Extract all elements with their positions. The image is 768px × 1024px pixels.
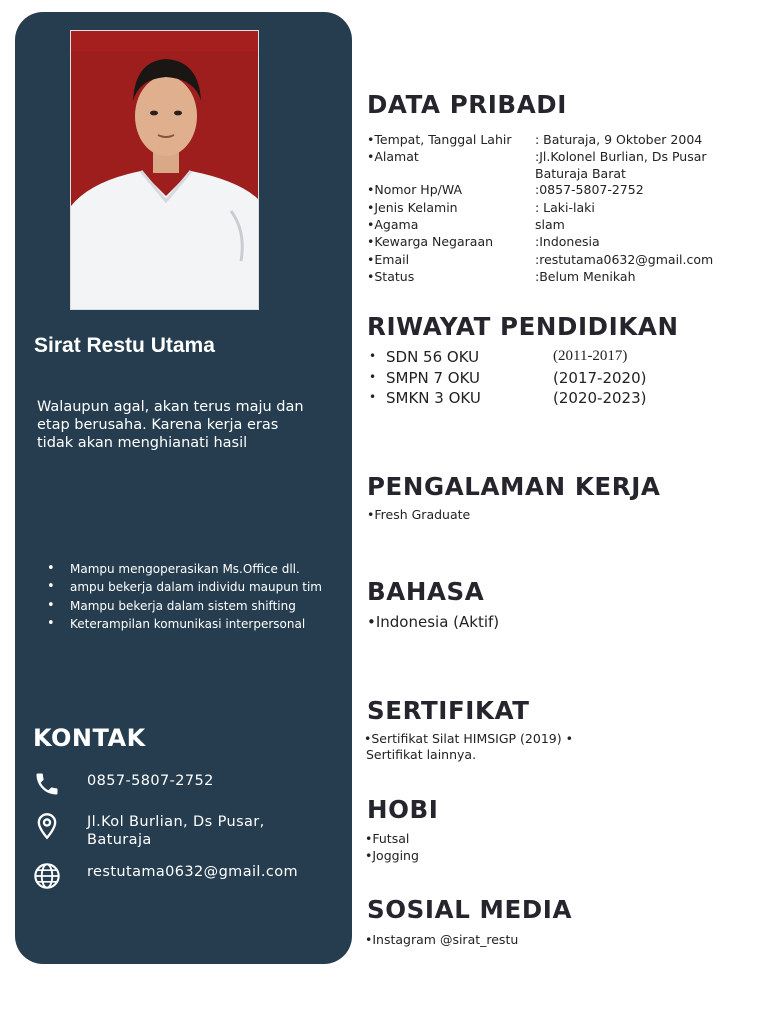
profile-photo-image	[71, 31, 259, 310]
riwayat-pendidikan-title: RIWAYAT PENDIDIKAN	[367, 312, 679, 341]
skill-item: • Mampu mengoperasikan Ms.Office dll.	[47, 560, 322, 578]
contact-address-line2: Baturaja	[87, 832, 152, 848]
bahasa-text: •Indonesia (Aktif)	[367, 613, 500, 631]
profile-photo	[70, 30, 259, 310]
sosial-media-text[interactable]: •Instagram @sirat_restu	[365, 932, 519, 947]
sidebar	[15, 12, 352, 964]
location-pin-icon	[33, 812, 61, 840]
skill-item: • Mampu bekerja dalam sistem shifting	[47, 597, 322, 615]
education-school: SMKN 3 OKU	[386, 389, 481, 407]
hobi-item: •Jogging	[365, 848, 419, 863]
pengalaman-kerja-title: PENGALAMAN KERJA	[367, 472, 661, 501]
data-pribadi-value: :Belum Menikah	[535, 269, 636, 284]
data-pribadi-value: slam	[535, 217, 565, 232]
data-pribadi-label: •Status	[367, 269, 415, 284]
globe-icon	[33, 862, 61, 890]
data-pribadi-value: Baturaja Barat	[535, 166, 626, 181]
education-school: SDN 56 OKU	[386, 348, 480, 366]
hobi-item: •Futsal	[365, 831, 410, 846]
data-pribadi-title: DATA PRIBADI	[367, 90, 567, 119]
data-pribadi-value: :Indonesia	[535, 234, 600, 249]
education-years: (2011-2017)	[553, 348, 628, 364]
data-pribadi-value: :0857-5807-2752	[535, 182, 644, 197]
education-years: (2020-2023)	[553, 389, 647, 407]
data-pribadi-label: •Email	[367, 252, 410, 267]
data-pribadi-label: •Alamat	[367, 149, 419, 164]
data-pribadi-label: •Nomor Hp/WA	[367, 182, 463, 197]
contact-address-line1: Jl.Kol Burlian, Ds Pusar,	[87, 814, 265, 830]
profile-name: Sirat Restu Utama	[34, 334, 215, 357]
sertifikat-line: Sertifikat lainnya.	[366, 747, 477, 762]
data-pribadi-value: : Laki-laki	[535, 200, 595, 215]
kontak-title: KONTAK	[33, 724, 146, 752]
data-pribadi-value: : Baturaja, 9 Oktober 2004	[535, 132, 703, 147]
bahasa-title: BAHASA	[367, 577, 485, 606]
profile-motto: Walaupun agal, akan terus maju dan etap berusaha. Karena kerja eras tidak akan menghianati hasil	[37, 399, 304, 451]
pengalaman-kerja-text: •Fresh Graduate	[367, 507, 471, 522]
sertifikat-title: SERTIFIKAT	[367, 696, 530, 725]
bullet: •	[369, 370, 377, 384]
data-pribadi-label: •Jenis Kelamin	[367, 200, 458, 215]
data-pribadi-label: •Agama	[367, 217, 419, 232]
skill-item: • ampu bekerja dalam individu maupun tim	[47, 578, 322, 596]
contact-phone: 0857-5807-2752	[87, 773, 214, 789]
education-school: SMPN 7 OKU	[386, 369, 481, 387]
sertifikat-line: •Sertifikat Silat HIMSIGP (2019) •	[364, 731, 573, 746]
skill-item: • Keterampilan komunikasi interpersonal	[47, 615, 322, 633]
data-pribadi-label: •Kewarga Negaraan	[367, 234, 494, 249]
sosial-media-title: SOSIAL MEDIA	[367, 895, 573, 924]
data-pribadi-label: •Tempat, Tanggal Lahir	[367, 132, 512, 147]
data-pribadi-value: :Jl.Kolonel Burlian, Ds Pusar	[535, 149, 707, 164]
contact-email[interactable]: restutama0632@gmail.com	[87, 864, 299, 880]
phone-icon	[33, 770, 61, 798]
hobi-title: HOBI	[367, 795, 439, 824]
data-pribadi-value: :restutama0632@gmail.com	[535, 252, 714, 267]
skills-list	[47, 560, 322, 633]
bullet: •	[369, 390, 377, 404]
education-years: (2017-2020)	[553, 369, 647, 387]
bullet: •	[369, 349, 377, 363]
